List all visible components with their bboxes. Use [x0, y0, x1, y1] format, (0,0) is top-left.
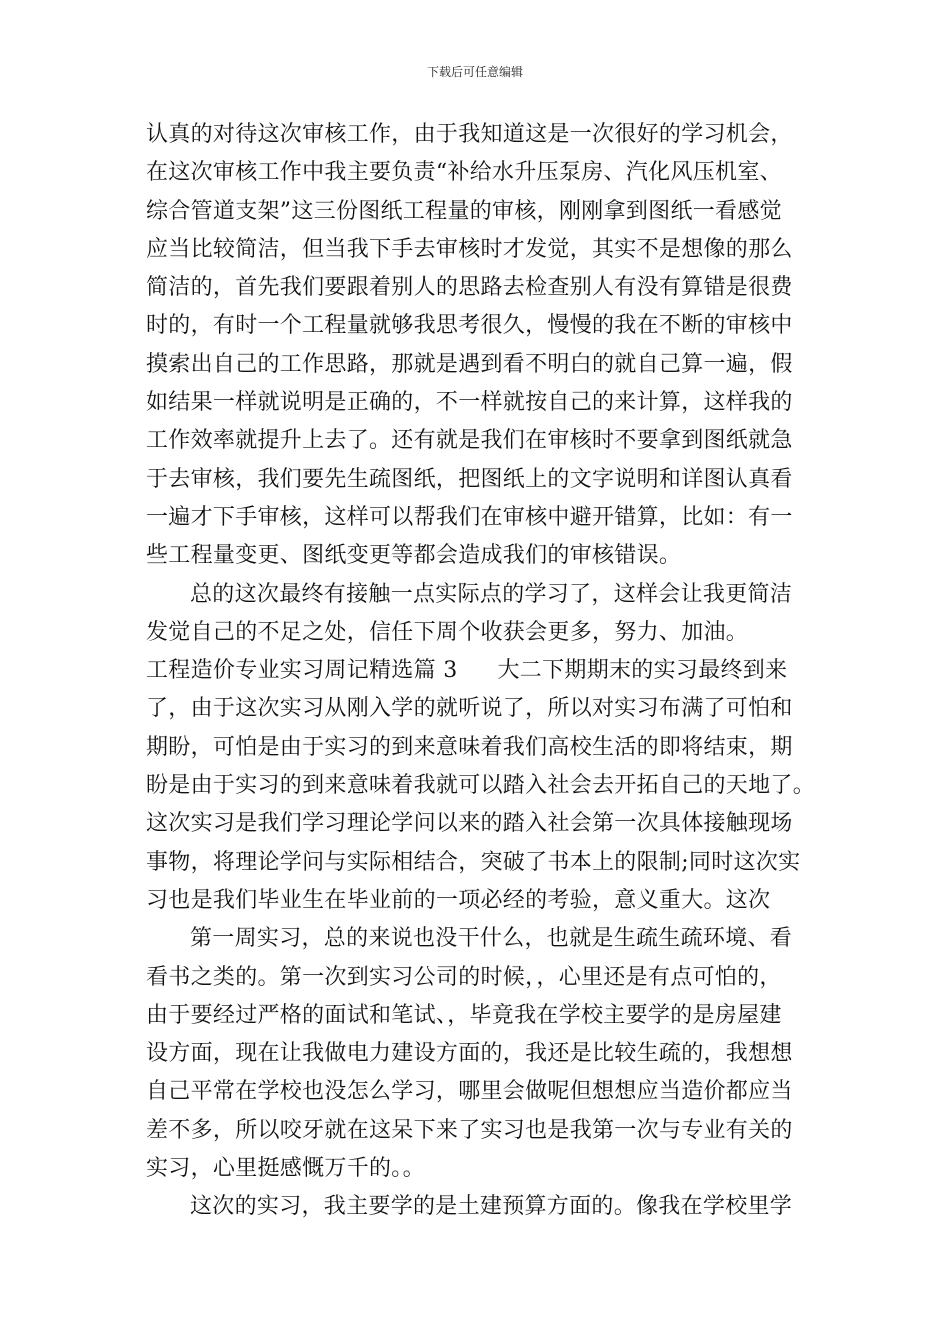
heading-tail-text: 大二下期期末的实习最终到来	[497, 658, 788, 684]
text-line: 看书之类的。第一次到实习公司的时候，，心里还是有点可怕的，	[146, 964, 782, 990]
document-body	[146, 116, 826, 1227]
text-line: 设方面，现在让我做电力建设方面的，我还是比较生疏的，我想想	[146, 1041, 793, 1067]
text-line: 认真的对待这次审核工作，由于我知道这是一次很好的学习机会，	[146, 122, 793, 147]
heading-line	[146, 652, 826, 690]
text-line: 综合管道支架”这三份图纸工程量的审核，刚刚拿到图纸一看感觉	[146, 198, 782, 224]
paragraph	[146, 1188, 826, 1226]
text-line: 于去审核，我们要先生疏图纸，把图纸上的文字说明和详图认真看	[146, 466, 793, 492]
paragraph	[146, 576, 826, 653]
text-line: 这次的实习，我主要学的是土建预算方面的。像我在学校里学	[190, 1194, 793, 1220]
paragraph	[146, 116, 826, 576]
text-line: 总的这次最终有接触一点实际点的学习了，这样会让我更简洁	[190, 581, 793, 607]
text-line: 些工程量变更、图纸变更等都会造成我们的审核错误。	[146, 543, 682, 569]
text-line: 如结果一样就说明是正确的，不一样就按自己的来计算，这样我的	[146, 390, 793, 416]
paragraph	[146, 652, 826, 920]
text-line: 简洁的，首先我们要跟着别人的思路去检查别人有没有算错是很费	[146, 275, 793, 301]
section-heading: 工程造价专业实习周记精选篇 3	[146, 658, 458, 684]
text-line: 习也是我们毕业生在毕业前的一项必经的考验，意义重大。这次	[146, 887, 771, 913]
page-header: 下载后可任意编辑	[426, 65, 523, 79]
text-line: 盼是由于实习的到来意味着我就可以踏入社会去开拓自己的天地了。	[146, 773, 816, 799]
text-line: 了，由于这次实习从刚入学的就听说了，所以对实习布满了可怕和	[146, 696, 793, 722]
text-line: 摸索出自己的工作思路，那就是遇到看不明白的就自己算一遍，假	[146, 351, 793, 377]
text-line: 事物，将理论学问与实际相结合，突破了书本上的限制;同时这次实	[146, 849, 801, 875]
text-line: 工作效率就提升上去了。还有就是我们在审核时不要拿到图纸就急	[146, 428, 793, 454]
paragraph	[146, 920, 826, 1188]
text-line: 这次实习是我们学习理论学问以来的踏入社会第一次具体接触现场	[146, 811, 793, 837]
text-line: 应当比较简洁，但当我下手去审核时才发觉，其实不是想像的那么	[146, 236, 793, 262]
text-line: 一遍才下手审核，这样可以帮我们在审核中避开错算，比如：有一	[146, 504, 793, 530]
text-line: 在这次审核工作中我主要负责“补给水升压泵房、汽化风压机室、	[146, 160, 782, 186]
text-line: 期盼，可怕是由于实习的到来意味着我们高校生活的即将结束，期	[146, 734, 793, 760]
text-line: 差不多，所以咬牙就在这呆下来了实习也是我第一次与专业有关的	[146, 1117, 793, 1143]
text-line: 发觉自己的不足之处，信任下周个收获会更多，努力、加油。	[146, 619, 749, 645]
text-line: 时的，有时一个工程量就够我思考很久，慢慢的我在不断的审核中	[146, 313, 793, 339]
text-line: 自己平常在学校也没怎么学习，哪里会做呢但想想应当造价都应当	[146, 1079, 793, 1105]
text-line: 由于要经过严格的面试和笔试、，毕竟我在学校主要学的是房屋建	[146, 1002, 782, 1028]
text-line: 第一周实习，总的来说也没干什么，也就是生疏生疏环境、看	[190, 926, 793, 952]
text-line: 实习，心里挺感慨万千的。。	[146, 1156, 425, 1182]
